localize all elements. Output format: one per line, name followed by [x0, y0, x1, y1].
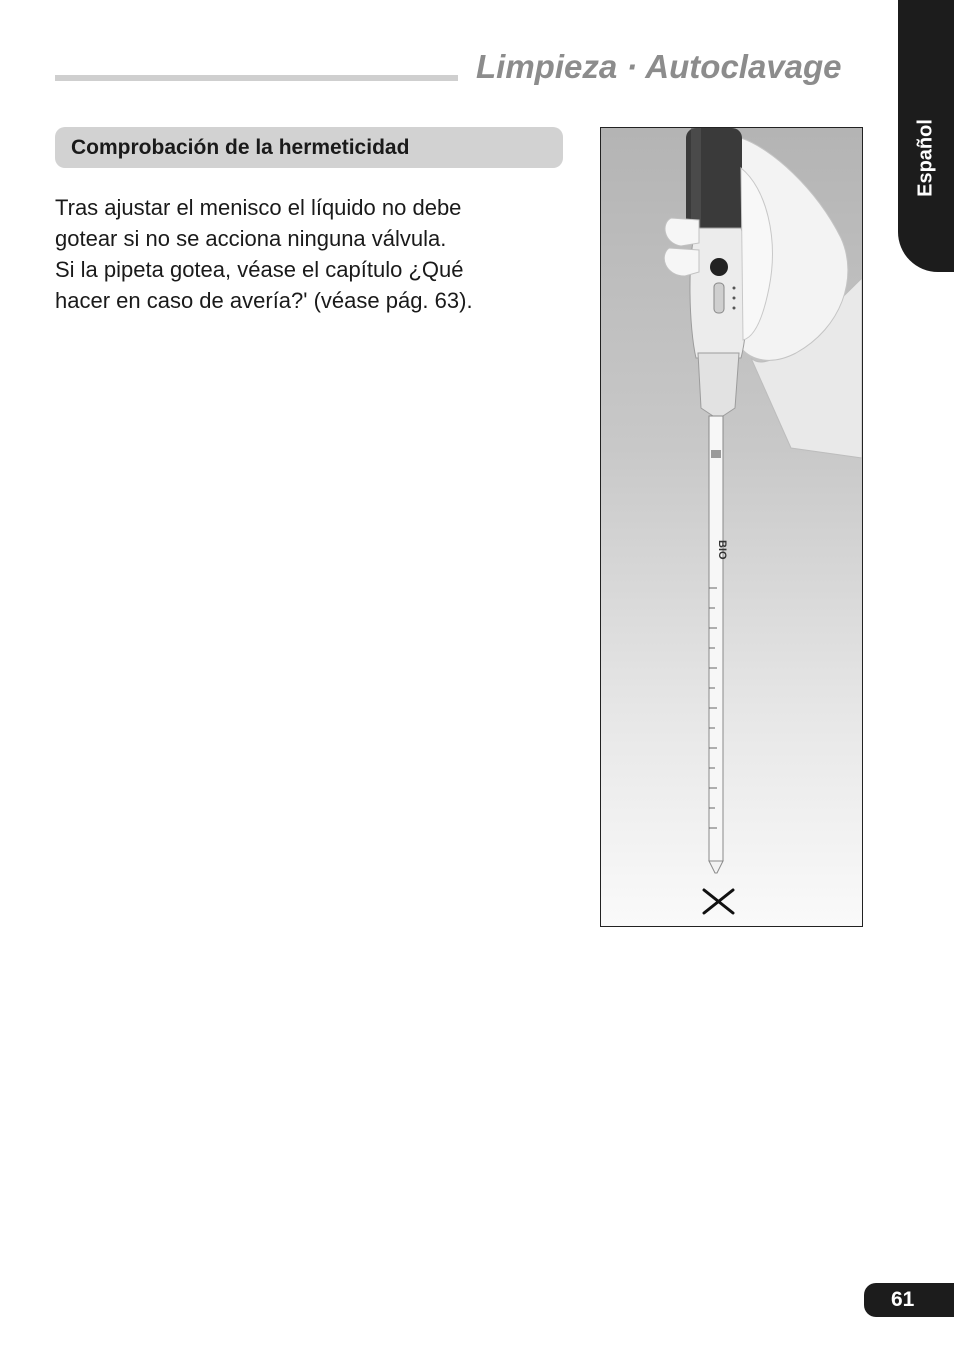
section-heading: Comprobación de la hermeticidad	[55, 127, 563, 168]
controller-nose-cone	[698, 353, 739, 416]
header-rule	[55, 75, 458, 81]
valve-button-icon	[710, 258, 728, 276]
pipette-tip	[709, 861, 723, 873]
speed-switch-icon	[714, 283, 724, 313]
paragraph-line: hacer en caso de avería?' (véase pág. 63).	[55, 288, 473, 313]
pipette-illustration	[601, 128, 862, 926]
body-paragraph	[55, 192, 565, 316]
paragraph-line: Si la pipeta gotea, véase el capítulo ¿Qué	[55, 257, 464, 282]
pipette-tube	[709, 416, 723, 861]
paragraph-line: Tras ajustar el menisco el líquido no debe	[55, 195, 462, 220]
language-tab	[898, 0, 954, 272]
glove-finger	[665, 218, 699, 246]
pipette-photo-figure	[600, 127, 863, 927]
cross-mark-icon	[704, 890, 733, 913]
language-label: Español	[914, 119, 937, 197]
glove-finger	[664, 248, 699, 276]
page-number: 61	[864, 1283, 954, 1317]
paragraph-line: gotear si no se acciona ninguna válvula.	[55, 226, 447, 251]
svg-text:BIO: BIO	[716, 540, 728, 560]
page-title: Limpieza · Autoclavage	[476, 48, 842, 85]
